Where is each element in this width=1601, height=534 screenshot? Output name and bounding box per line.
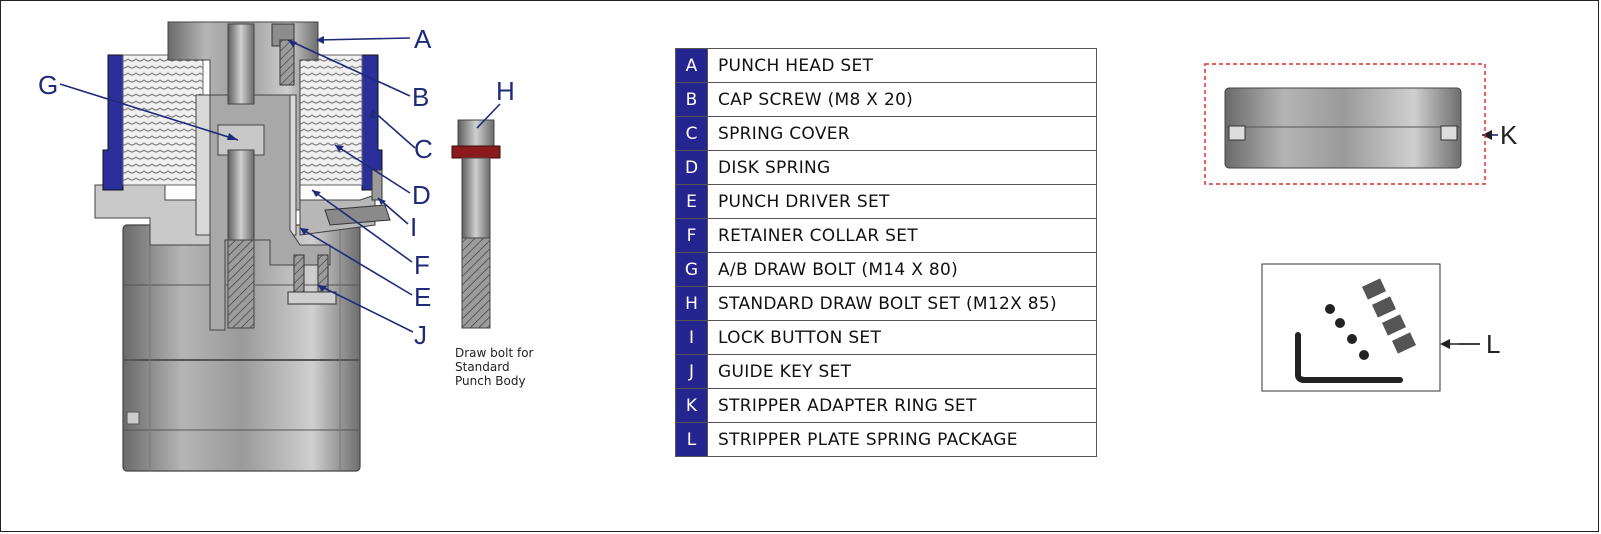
part-name: RETAINER COLLAR SET <box>708 219 1097 253</box>
part-name: DISK SPRING <box>708 151 1097 185</box>
callout-l: L <box>1486 329 1501 359</box>
part-name: GUIDE KEY SET <box>708 355 1097 389</box>
caption-line-3: Punch Body <box>455 374 526 388</box>
callout-f: F <box>414 250 430 280</box>
stripper-plate-spring-package <box>1262 264 1440 391</box>
caption-line-2: Standard <box>455 360 510 374</box>
callout-j: J <box>414 320 427 350</box>
table-row <box>676 253 1097 287</box>
caption-line-1: Draw bolt for <box>455 346 534 360</box>
part-name: LOCK BUTTON SET <box>708 321 1097 355</box>
callout-i: I <box>410 212 418 242</box>
part-code: K <box>676 389 708 423</box>
part-name: SPRING COVER <box>708 117 1097 151</box>
callout-b: B <box>412 82 430 112</box>
table-row <box>676 49 1097 83</box>
part-code: C <box>676 117 708 151</box>
part-name: A/B DRAW BOLT (M14 X 80) <box>708 253 1097 287</box>
table-row <box>676 83 1097 117</box>
table-row <box>676 151 1097 185</box>
disk-spring-left <box>123 55 203 185</box>
table-row <box>676 389 1097 423</box>
part-code: B <box>676 83 708 117</box>
part-code: I <box>676 321 708 355</box>
table-row <box>676 423 1097 457</box>
standard-draw-bolt <box>452 120 500 328</box>
table-row <box>676 321 1097 355</box>
part-code: D <box>676 151 708 185</box>
part-code: A <box>676 49 708 83</box>
part-code: H <box>676 287 708 321</box>
part-code: J <box>676 355 708 389</box>
callout-h: H <box>496 76 515 106</box>
part-name: STRIPPER PLATE SPRING PACKAGE <box>708 423 1097 457</box>
callout-d: D <box>412 180 431 210</box>
part-code: L <box>676 423 708 457</box>
stripper-adapter-ring <box>1205 64 1485 184</box>
callout-e: E <box>414 282 432 312</box>
callout-g: G <box>38 70 59 100</box>
table-row <box>676 185 1097 219</box>
table-row <box>676 219 1097 253</box>
part-code: E <box>676 185 708 219</box>
part-code: F <box>676 219 708 253</box>
callout-c: C <box>414 134 433 164</box>
part-name: PUNCH DRIVER SET <box>708 185 1097 219</box>
part-code: G <box>676 253 708 287</box>
draw-bolt-caption <box>455 346 565 388</box>
table-row <box>676 355 1097 389</box>
table-row <box>676 287 1097 321</box>
part-name: PUNCH HEAD SET <box>708 49 1097 83</box>
parts-table <box>675 48 1097 457</box>
part-name: CAP SCREW (M8 X 20) <box>708 83 1097 117</box>
part-name: STRIPPER ADAPTER RING SET <box>708 389 1097 423</box>
disk-spring-right <box>300 55 362 185</box>
callout-a: A <box>414 24 432 54</box>
part-name: STANDARD DRAW BOLT SET (M12X 85) <box>708 287 1097 321</box>
table-row <box>676 117 1097 151</box>
callout-k: K <box>1500 120 1518 150</box>
